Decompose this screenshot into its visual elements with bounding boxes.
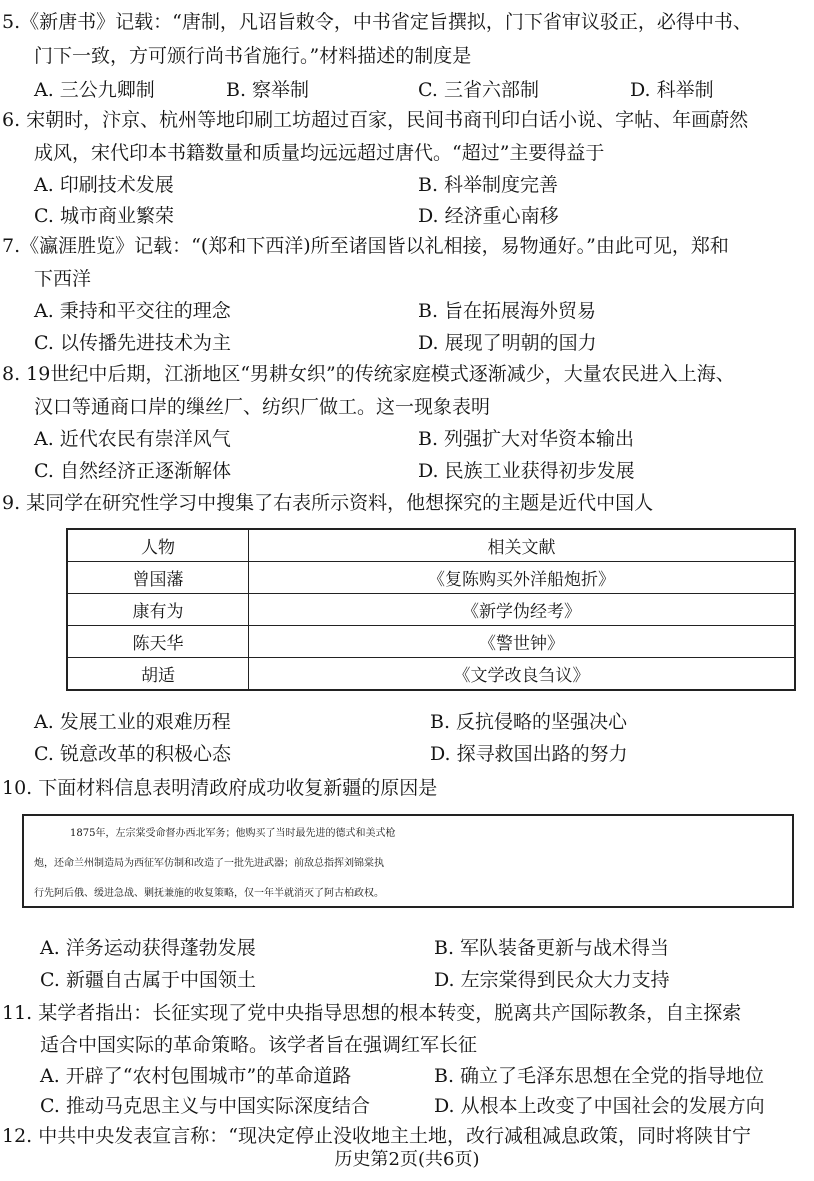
table-row bbox=[67, 594, 795, 626]
table-cell: 陈天华 bbox=[67, 626, 249, 658]
option-b: B. 察举制 bbox=[226, 79, 310, 101]
question-9-stem: 9. 某同学在研究性学习中搜集了右表所示资料，他想探究的主题是近代中国人 bbox=[2, 492, 654, 514]
page-footer: 历史第2页(共6页) bbox=[334, 1149, 480, 1170]
question-7-stem-line-1: 7.《瀛涯胜览》记载：“(郑和下西洋)所至诸国皆以礼相接，易物通好。”由此可见，郑和 bbox=[2, 235, 729, 257]
question-6-stem-line-2: 成风，宋代印本书籍数量和质量均远远超过唐代。“超过”主要得益于 bbox=[34, 142, 605, 164]
table-cell: 《复陈购买外洋船炮折》 bbox=[249, 562, 796, 594]
question-12-stem: 12. 中共中央发表宣言称：“现决定停止没收地主土地，改行减租减息政策，同时将陕甘宁 bbox=[2, 1125, 751, 1147]
question-8-stem-line-1: 8. 19世纪中后期，江浙地区“男耕女织”的传统家庭模式逐渐减少，大量农民进入上海、 bbox=[2, 363, 735, 385]
question-10-stem: 10. 下面材料信息表明清政府成功收复新疆的原因是 bbox=[2, 777, 438, 799]
question-11-options-row-2 bbox=[0, 1090, 814, 1122]
option-c: C. 三省六部制 bbox=[418, 79, 539, 101]
option-a: A. 开辟了“农村包围城市”的革命道路 bbox=[40, 1065, 352, 1087]
column-header-document: 相关文献 bbox=[249, 529, 796, 562]
option-b: B. 列强扩大对华资本输出 bbox=[418, 428, 635, 450]
documents-table bbox=[66, 528, 796, 691]
material-line-2: 炮，还命兰州制造局为西征军仿制和改造了一批先进武器；前敌总指挥刘锦棠执 bbox=[34, 858, 384, 869]
question-8-stem-line-2: 汉口等通商口岸的缫丝厂、纺织厂做工。这一现象表明 bbox=[34, 396, 491, 418]
option-a: A. 印刷技术发展 bbox=[34, 174, 174, 196]
option-c: C. 新疆自古属于中国领土 bbox=[40, 969, 256, 991]
option-d: D. 从根本上改变了中国社会的发展方向 bbox=[434, 1095, 765, 1117]
option-b: B. 反抗侵略的坚强决心 bbox=[430, 711, 628, 733]
material-box bbox=[22, 814, 794, 908]
option-b: B. 旨在拓展海外贸易 bbox=[418, 300, 597, 322]
option-b: B. 科举制度完善 bbox=[418, 174, 559, 196]
option-a: A. 秉持和平交往的理念 bbox=[34, 300, 231, 322]
option-a: A. 三公九卿制 bbox=[34, 79, 155, 101]
option-a: A. 发展工业的艰难历程 bbox=[34, 711, 231, 733]
question-10-options-row-1 bbox=[0, 932, 814, 964]
option-a: A. 近代农民有崇洋风气 bbox=[34, 428, 231, 450]
question-6-stem-line-1: 6. 宋朝时，汴京、杭州等地印刷工坊超过百家，民间书商刊印白话小说、字帖、年画蔚然 bbox=[2, 109, 749, 131]
question-5-stem-line-2: 门下一致，方可颁行尚书省施行。”材料描述的制度是 bbox=[34, 45, 472, 67]
question-11-stem-line-2: 适合中国实际的革命策略。该学者旨在强调红军长征 bbox=[40, 1034, 478, 1056]
option-a: A. 洋务运动获得蓬勃发展 bbox=[40, 937, 256, 959]
option-d: D. 展现了明朝的国力 bbox=[418, 332, 597, 354]
question-8-options-row-1 bbox=[0, 423, 814, 455]
table-cell: 《文学改良刍议》 bbox=[249, 658, 796, 691]
table-row bbox=[67, 626, 795, 658]
option-d: D. 探寻救国出路的努力 bbox=[430, 743, 628, 765]
table-row bbox=[67, 562, 795, 594]
column-header-person: 人物 bbox=[67, 529, 249, 562]
question-7-stem-line-2: 下西洋 bbox=[34, 268, 92, 290]
table-row bbox=[67, 658, 795, 691]
material-line-1: 1875年，左宗棠受命督办西北军务；他购买了当时最先进的德式和美式枪 bbox=[70, 828, 396, 839]
question-9-options-row-2 bbox=[0, 738, 814, 770]
table-header-row bbox=[67, 529, 795, 562]
option-d: D. 民族工业获得初步发展 bbox=[418, 460, 635, 482]
table-cell: 曾国藩 bbox=[67, 562, 249, 594]
table-cell: 《新学伪经考》 bbox=[249, 594, 796, 626]
material-line-3: 行先阿后俄、缓进急战、剿抚兼施的收复策略，仅一年半就消灭了阿古柏政权。 bbox=[34, 888, 384, 899]
question-5-options bbox=[0, 74, 814, 106]
option-c: C. 自然经济正逐渐解体 bbox=[34, 460, 231, 482]
option-b: B. 军队装备更新与战术得当 bbox=[434, 937, 670, 959]
question-10-options-row-2 bbox=[0, 964, 814, 996]
option-d: D. 左宗棠得到民众大力支持 bbox=[434, 969, 670, 991]
question-11-stem-line-1: 11. 某学者指出：长征实现了党中央指导思想的根本转变，脱离共产国际教条，自主探索 bbox=[2, 1002, 742, 1024]
table-cell: 《警世钟》 bbox=[249, 626, 796, 658]
option-d: D. 科举制 bbox=[630, 79, 714, 101]
option-c: C. 以传播先进技术为主 bbox=[34, 332, 231, 354]
question-7-options-row-1 bbox=[0, 295, 814, 327]
question-9-options-row-1 bbox=[0, 706, 814, 738]
question-5-stem-line-1: 5.《新唐书》记载：“唐制，凡诏旨敕令，中书省定旨撰拟，门下省审议驳正，必得中书、 bbox=[2, 11, 752, 33]
question-11-options-row-1 bbox=[0, 1060, 814, 1092]
table-cell: 康有为 bbox=[67, 594, 249, 626]
question-7-options-row-2 bbox=[0, 327, 814, 359]
option-c: C. 锐意改革的积极心态 bbox=[34, 743, 231, 765]
option-c: C. 城市商业繁荣 bbox=[34, 205, 174, 227]
option-d: D. 经济重心南移 bbox=[418, 205, 559, 227]
question-6-options-row-1 bbox=[0, 169, 814, 201]
question-8-options-row-2 bbox=[0, 455, 814, 487]
option-c: C. 推动马克思主义与中国实际深度结合 bbox=[40, 1095, 370, 1117]
option-b: B. 确立了毛泽东思想在全党的指导地位 bbox=[434, 1065, 765, 1087]
question-6-options-row-2 bbox=[0, 200, 814, 232]
table-cell: 胡适 bbox=[67, 658, 249, 691]
